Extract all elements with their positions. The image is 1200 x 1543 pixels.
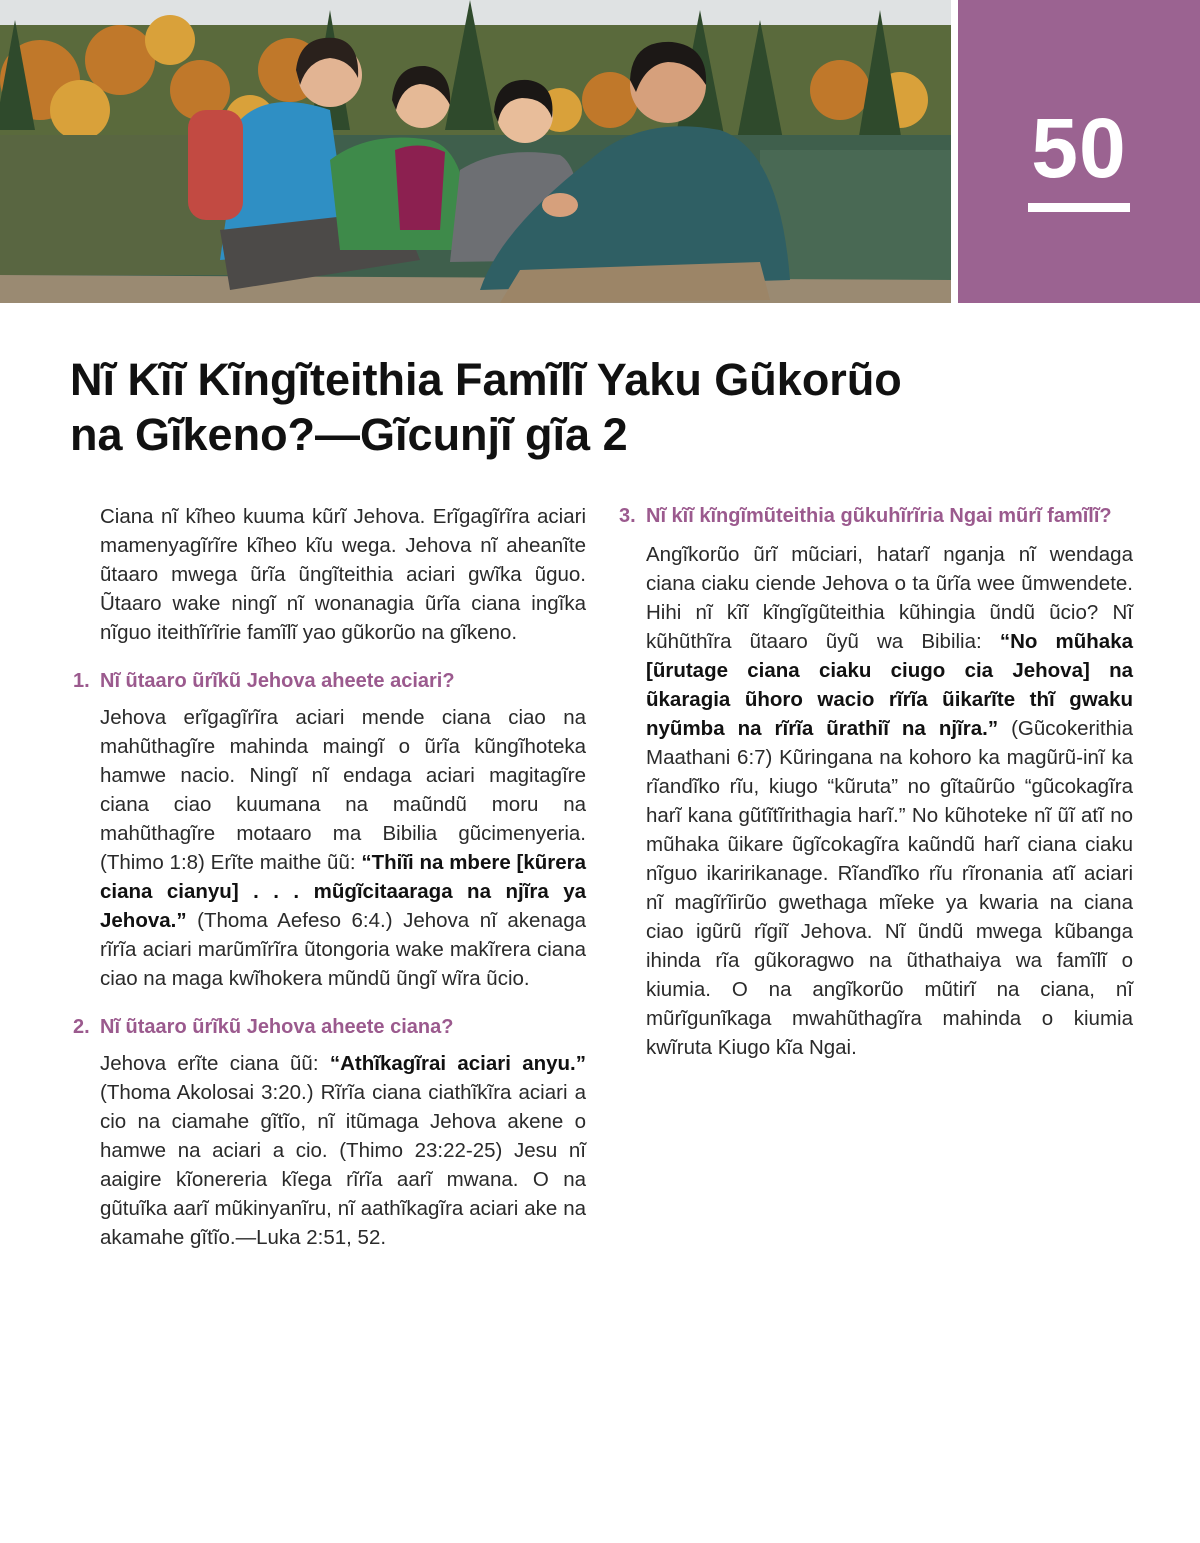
section-1-text-b: (Thoma Aefeso 6:4.) Jehova nĩ akenaga rĩrĩa aciari marũmĩrĩra ũtongoria wake makĩrera ciana ciao na maga kwĩhokera mũndũ ũngĩ wĩra ũcio. — [100, 909, 586, 990]
section-3-question-text: Nĩ kĩĩ kĩngĩmũteithia gũkuhĩrĩria Ngai mũrĩ famĩlĩ? — [646, 505, 1112, 527]
section-1-question — [73, 667, 586, 695]
section-2-text-a: Jehova erĩte ciana ũũ: — [100, 1052, 330, 1075]
section-3-paragraph — [646, 540, 1133, 1062]
section-3-question — [619, 502, 1133, 530]
section-1-paragraph — [100, 703, 586, 993]
section-2-number: 2. — [73, 1016, 90, 1038]
lesson-number-underline — [1028, 203, 1130, 212]
section-1-number: 1. — [73, 670, 90, 692]
section-1-text-a: Jehova erĩgagĩrĩra aciari mende ciana ciao na mahũthagĩre mahinda maingĩ o ũrĩa kũngĩhoteka hamwe nacio. Ningĩ nĩ endaga aciari magitagĩre ciana ciao kuumana na maũndũ moru na mahũthagĩre motaaro ma Bibilia gũcimenyeria. (Thimo 1:8) Erĩte maithe ũũ: — [100, 706, 586, 874]
section-2-text-b: (Thoma Akolosai 3:20.) Rĩrĩa ciana ciathĩkĩra aciari a cio na ciamahe gĩtĩo, nĩ itũmaga Jehova akene o hamwe na aciari a cio. (Thimo 23:22-25) Jesu nĩ aaigire kĩonereria kĩega rĩrĩa aarĩ mwana. O na gũtuĩka aarĩ mũkinyanĩru, nĩ aathĩkagĩra aciari ake na akamahe gĩtĩo.—Luka 2:51, 52. — [100, 1081, 586, 1249]
lesson-number: 50 — [1031, 101, 1127, 195]
section-2-paragraph — [100, 1049, 586, 1252]
section-3-text-b: (Gũcokerithia Maathani 6:7) Kũringana na kohoro ka magũrũ-inĩ ka rĩandĩko rĩu, kiugo “kũruta” no gĩtaũrũo “gũcokagĩra harĩ kana gũtĩtĩrithagia harĩ.” No kũhoteke nĩ ũĩ atĩ no mũhaka ũikare ũgĩcokagĩra kaũndũ harĩ ciana ciaku nĩguo ikaririkanage. Rĩandĩko rĩu rĩronania atĩ aciari nĩ magĩrĩirũo gwethaga mĩeke ya kwaria na ciana ciao igũrũ rĩgiĩ Jehova. Nĩ ũndũ mwega kũbanga ihinda rĩa gũkoragwo na ũthathaiya wa famĩlĩ o kiumia. O na angĩkorũo mũtirĩ na ciana, nĩ mũrĩgunĩkaga mwahũthagĩra mahinda o kiumia kwĩruta Kiugo kĩa Ngai. — [646, 717, 1133, 1059]
section-3-number: 3. — [619, 505, 636, 527]
hero-photo — [0, 0, 951, 303]
title-line-1: Nĩ Kĩĩ Kĩngĩteithia Famĩlĩ Yaku Gũkorũo — [70, 354, 902, 405]
family-by-lake-illustration — [0, 0, 951, 303]
right-column — [619, 502, 1133, 1062]
left-column — [73, 502, 587, 1252]
title-line-2: na Gĩkeno?—Gĩcunjĩ gĩa 2 — [70, 409, 628, 460]
section-2-question — [73, 1013, 586, 1041]
section-1-quote: “Thiĩi na mbere [kũrera ciana cianyu] . . . mũgĩcitaaraga na njĩra ya Jehova.” — [100, 851, 587, 932]
section-3-text-a: Angĩkorũo ũrĩ mũciari, hatarĩ nganja nĩ wendaga ciana ciaku ciende Jehova o ta ũrĩa wee ũmwendete. Hihi nĩ kĩĩ kĩngĩgũteithia kũhingia ũndũ ũcio? Nĩ kũhũthĩra ũtaaro ũyũ wa Bibilia: — [646, 543, 1133, 653]
section-1-question-text: Nĩ ũtaaro ũrĩkũ Jehova aheete aciari? — [100, 670, 455, 692]
lesson-number-panel — [958, 0, 1200, 303]
section-2-question-text: Nĩ ũtaaro ũrĩkũ Jehova aheete ciana? — [100, 1016, 454, 1038]
intro-paragraph: Ciana nĩ kĩheo kuuma kũrĩ Jehova. Erĩgagĩrĩra aciari mamenyagĩrĩre kĩheo kĩu wega. Jehova nĩ aheanĩte ũtaaro mwega ũrĩa ũngĩteithia aciari gwĩka ũguo. Ũtaaro wake ningĩ nĩ wonanagia ũrĩa ciana ingĩka nĩguo iteithĩrĩrie famĩlĩ yao gũkorũo na gĩkeno. — [100, 505, 586, 644]
section-3-quote: “No mũhaka [ũrutage ciana ciaku ciugo cia Jehova] na ũkaragia ũhoro wacio rĩrĩa ũikarĩte thĩ gwaku nyũmba na rĩrĩa ũrathiĩ na njĩra.” — [646, 630, 1133, 740]
page-title — [70, 352, 1130, 462]
section-2-quote: “Athĩkagĩrai aciari anyu.” — [329, 1052, 587, 1075]
